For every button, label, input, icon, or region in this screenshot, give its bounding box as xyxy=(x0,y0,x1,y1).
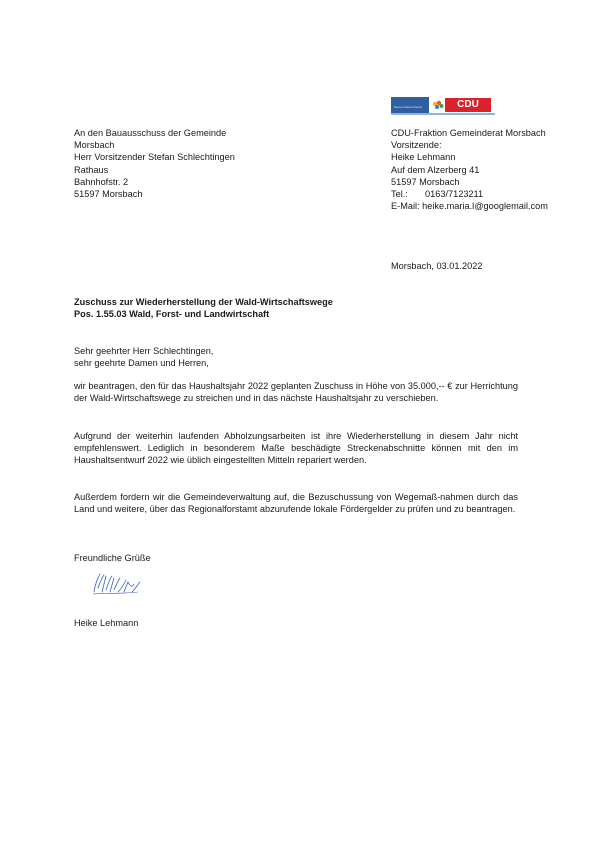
sender-phone xyxy=(391,188,548,200)
sender-line: 51597 Morsbach xyxy=(391,176,460,187)
body-paragraph-1: wir beantragen, den für das Haushaltsjahr 2022 geplanten Zuschuss in Höhe von 35.000,-- € zur Herrichtung der Wald-Wirtschaftswege zu streichen und in das nächste Haushaltsjahr zu verschieben. xyxy=(74,381,518,404)
recipient-address xyxy=(74,127,235,200)
logo-stripe xyxy=(391,113,495,115)
logo-small-text: Gemeindeverband xyxy=(394,105,422,109)
sender-line: Auf dem Alzerberg 41 xyxy=(391,164,480,175)
letter-date: Morsbach, 03.01.2022 xyxy=(391,261,483,271)
flower-icon xyxy=(432,100,444,110)
phone-value: 0163/7123211 xyxy=(425,188,484,199)
subject-line-1: Zuschuss zur Wiederherstellung der Wald-Wirtschaftswege xyxy=(74,297,333,307)
recipient-line: Bahnhofstr. 2 xyxy=(74,176,129,187)
body-paragraph-2: Aufgrund der weiterhin laufenden Abholzungsarbeiten ist ihre Wiederherstellung in diesem Jahr nicht empfehlenswert. Lediglich in besonderem Maße beschädigte Streckenabschnitte können mit den im Haushaltsentwurf 2022 wie üblich eingestellten Mitteln repariert werden. xyxy=(74,431,518,466)
phone-label: Tel.: xyxy=(391,188,408,199)
recipient-line: Herr Vorsitzender Stefan Schlechtingen xyxy=(74,152,235,163)
sender-email: E-Mail: heike.maria.l@googlemail.com xyxy=(391,201,548,212)
salutation-line-1: Sehr geehrter Herr Schlechtingen, xyxy=(74,346,214,356)
sender-line: CDU-Fraktion Gemeinderat Morsbach xyxy=(391,128,546,138)
salutation-line-2: sehr geehrte Damen und Herren, xyxy=(74,358,209,368)
recipient-line: Morsbach xyxy=(74,140,115,151)
logo-brand: CDU xyxy=(445,98,491,112)
body-paragraph-3: Außerdem fordern wir die Gemeindeverwaltung auf, die Bezuschussung von Wegemaß-nahmen durch das Land und weitere, über das Regionalforstamt abzurufende lokale Fördergelder zu prüfen und zu beantragen. xyxy=(74,492,518,515)
handwritten-signature xyxy=(90,570,150,600)
recipient-line: An den Bauausschuss der Gemeinde xyxy=(74,128,227,138)
sender-line: Vorsitzende: xyxy=(391,140,442,151)
sender-line: Heike Lehmann xyxy=(391,152,456,163)
recipient-line: 51597 Morsbach xyxy=(74,188,143,199)
subject-line-2: Pos. 1.55.03 Wald, Forst- und Landwirtschaft xyxy=(74,309,270,319)
signature-name: Heike Lehmann xyxy=(74,618,139,628)
closing: Freundliche Grüße xyxy=(74,553,151,563)
cdu-logo xyxy=(391,95,495,115)
sender-block xyxy=(391,127,548,212)
logo-emblem xyxy=(429,95,495,115)
recipient-line: Rathaus xyxy=(74,164,109,175)
